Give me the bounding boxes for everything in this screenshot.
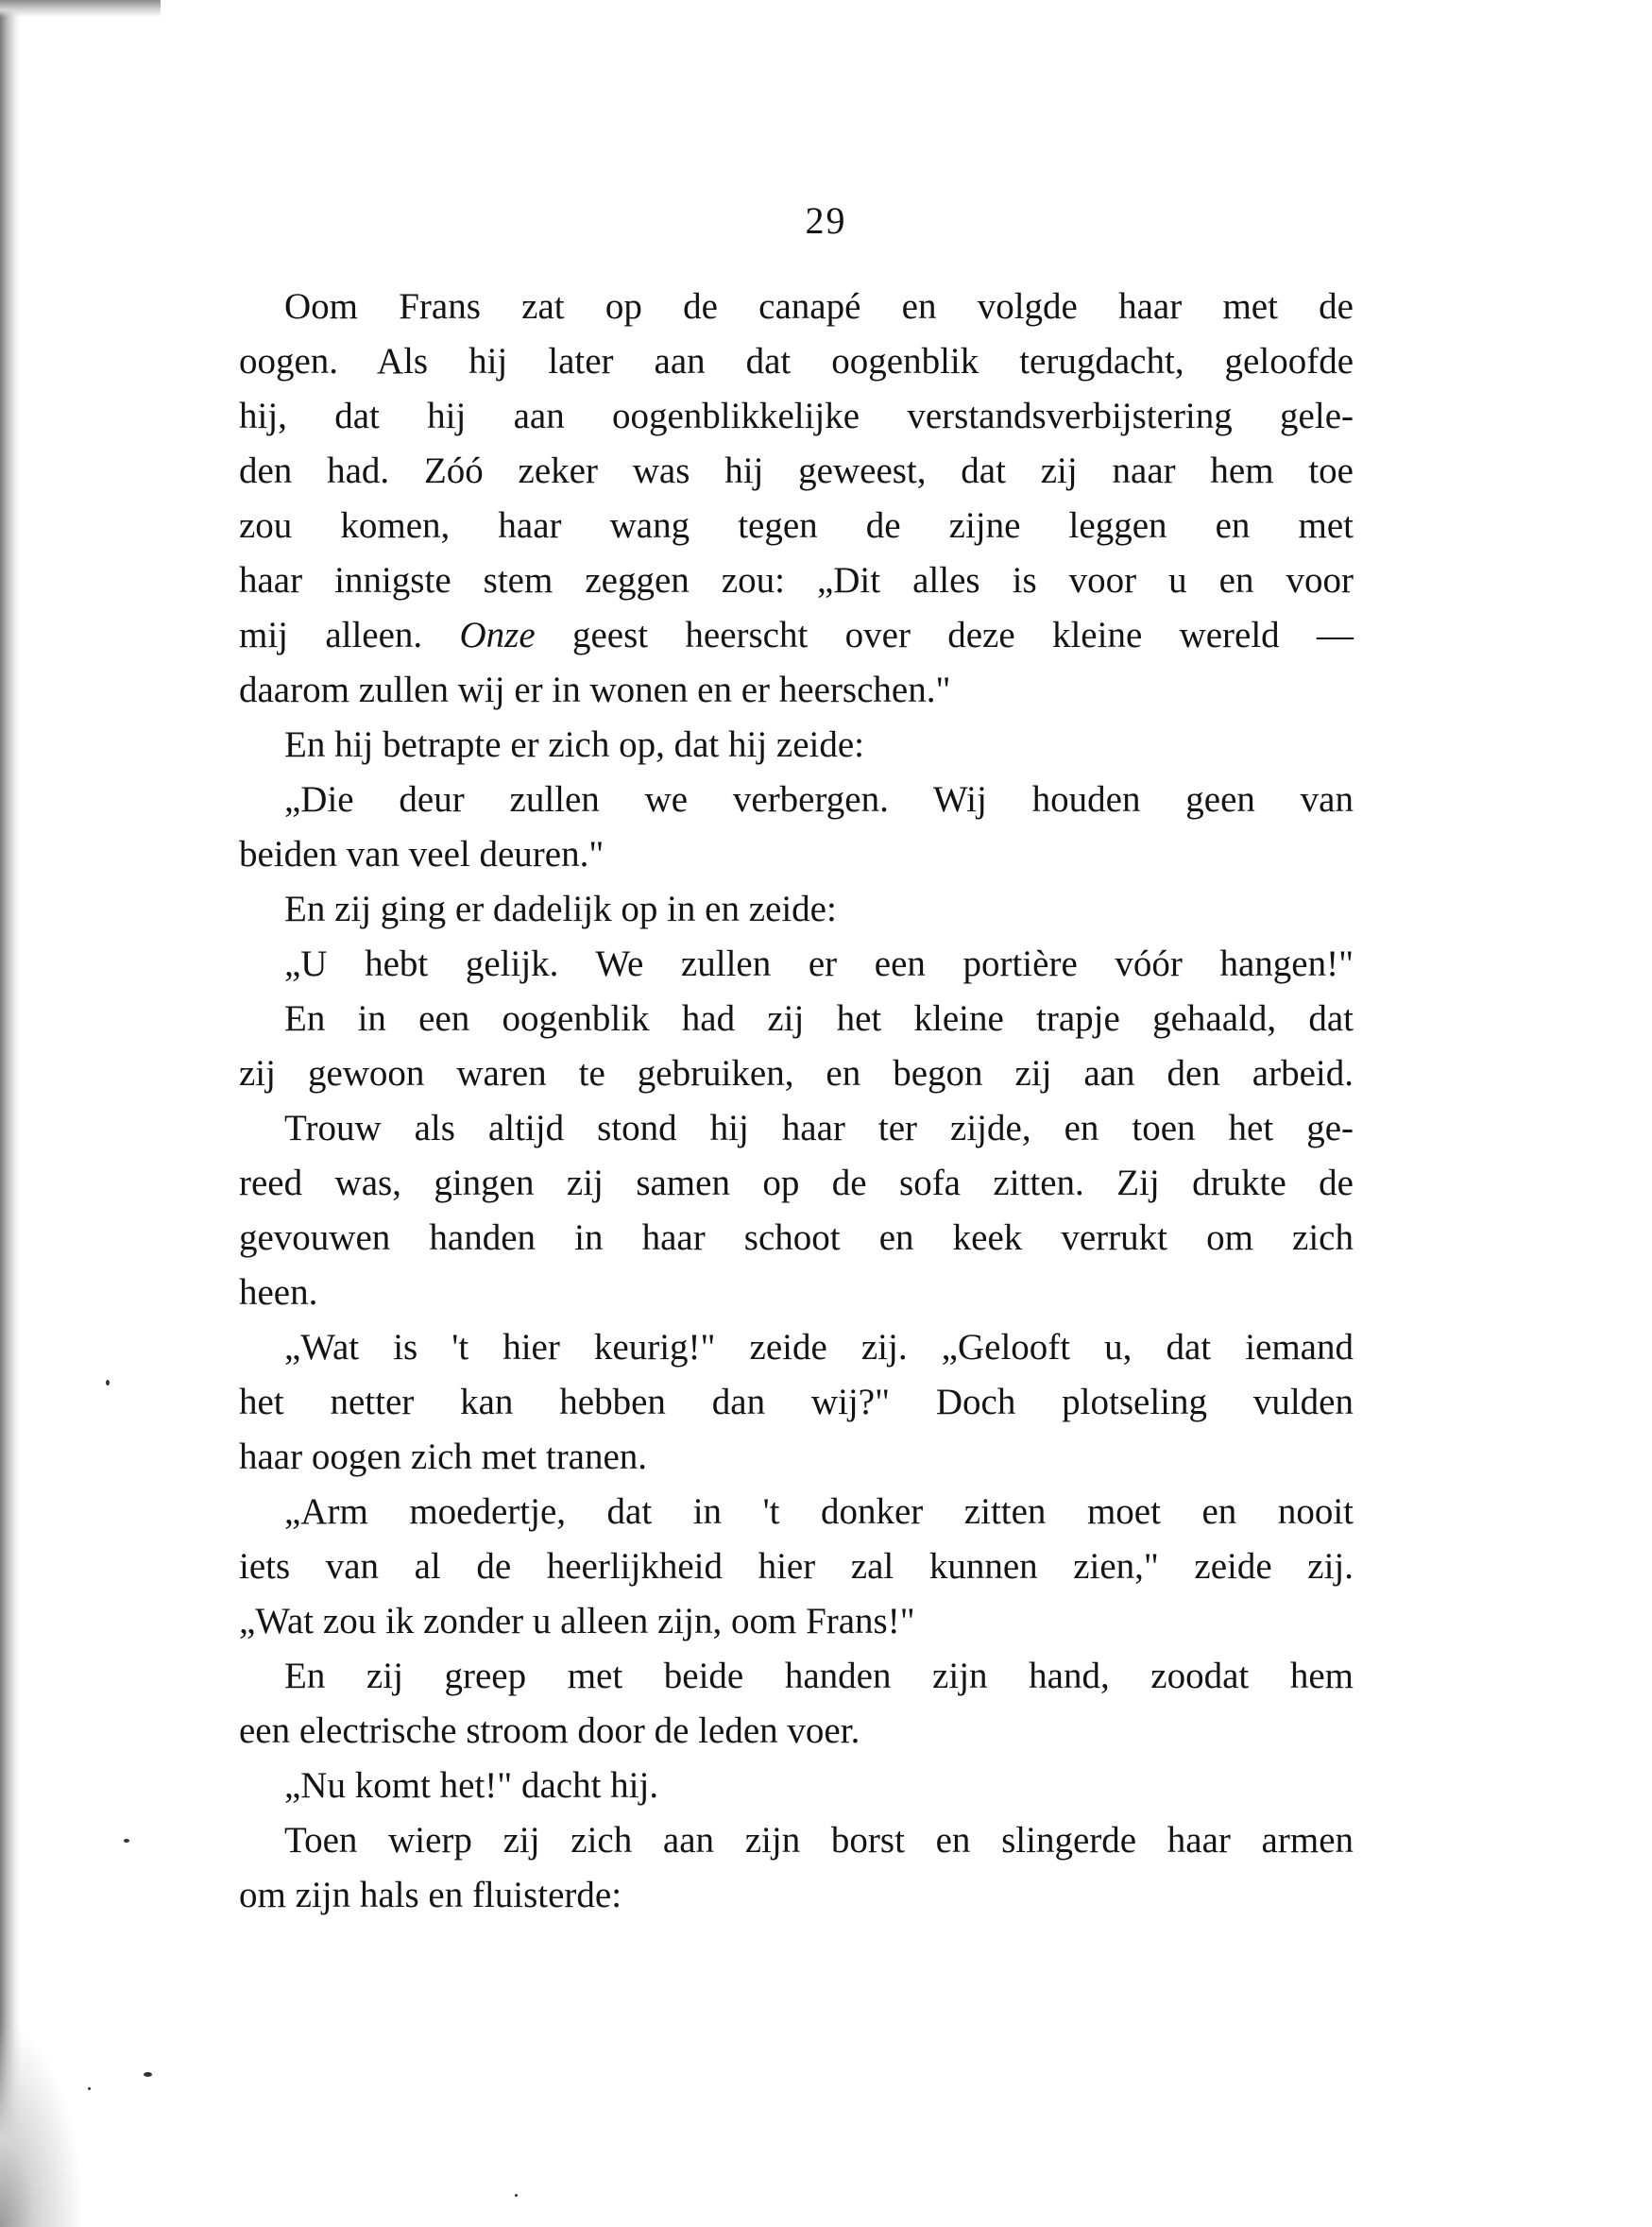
text-line: iets van al de heerlijkheid hier zal kunnen zien," zeide zij. bbox=[239, 1546, 1354, 1587]
text-line: „Nu komt het!" dacht hij. bbox=[284, 1765, 659, 1806]
ink-speck bbox=[88, 2087, 91, 2090]
text-line: En hij betrapte er zich op, dat hij zeide: bbox=[284, 724, 865, 765]
body-text bbox=[239, 280, 1354, 1923]
text-line: „Arm moedertje, dat in 't donker zitten moet en nooit bbox=[284, 1491, 1354, 1532]
text-line: haar oogen zich met tranen. bbox=[239, 1436, 648, 1477]
text-line: reed was, gingen zij samen op de sofa zitten. Zij drukte de bbox=[239, 1163, 1354, 1203]
text-line: Trouw als altijd stond hij haar ter zijde, en toen het ge- bbox=[284, 1108, 1354, 1148]
text-run: geest heerscht over deze kleine wereld — bbox=[535, 615, 1354, 655]
ink-speck bbox=[515, 2194, 518, 2197]
text-line: beiden van veel deuren." bbox=[239, 834, 605, 875]
text-line: „Wat is 't hier keurig!" zeide zij. „Gelooft u, dat iemand bbox=[284, 1327, 1354, 1368]
text-line: het netter kan hebben dan wij?" Doch plotseling vulden bbox=[239, 1382, 1354, 1422]
text-line: daarom zullen wij er in wonen en er heerschen." bbox=[239, 670, 951, 710]
text-line: zou komen, haar wang tegen de zijne leggen en met bbox=[239, 505, 1354, 546]
scan-shadow-bottom bbox=[0, 2019, 85, 2227]
text-line: haar innigste stem zeggen zou: „Dit alles is voor u en voor bbox=[239, 560, 1354, 601]
text-line: „Wat zou ik zonder u alleen zijn, oom Frans!" bbox=[239, 1601, 915, 1641]
text-line: oogen. Als hij later aan dat oogenblik terugdacht, geloofde bbox=[239, 341, 1354, 382]
text-line: heen. bbox=[239, 1272, 318, 1313]
ink-speck bbox=[124, 1839, 129, 1843]
text-line: om zijn hals en fluisterde: bbox=[239, 1875, 622, 1915]
text-line: „Die deur zullen we verbergen. Wij houden geen van bbox=[284, 779, 1354, 820]
text-run: mij alleen. bbox=[239, 615, 460, 655]
text-line: „U hebt gelijk. We zullen er een portière vóór hangen!" bbox=[284, 944, 1354, 984]
scan-shadow-left bbox=[0, 0, 21, 2227]
text-line bbox=[239, 608, 1354, 663]
text-line: En zij ging er dadelijk op in en zeide: bbox=[284, 889, 837, 929]
text-line: En zij greep met beide handen zijn hand, zoodat hem bbox=[284, 1656, 1354, 1696]
text-line: Toen wierp zij zich aan zijn borst en slingerde haar armen bbox=[284, 1820, 1354, 1861]
text-line: den had. Zóó zeker was hij geweest, dat zij naar hem toe bbox=[239, 450, 1354, 491]
text-line: een electrische stroom door de leden voer. bbox=[239, 1710, 860, 1751]
page-number: 29 bbox=[805, 199, 847, 242]
text-line: hij, dat hij aan oogenblikkelijke verstandsverbijstering gele- bbox=[239, 396, 1354, 436]
ink-speck bbox=[144, 2072, 152, 2077]
text-line: Oom Frans zat op de canapé en volgde haar met de bbox=[284, 286, 1354, 327]
text-line: zij gewoon waren te gebruiken, en begon zij aan den arbeid. bbox=[239, 1053, 1354, 1094]
text-line: gevouwen handen in haar schoot en keek verrukt om zich bbox=[239, 1217, 1354, 1258]
ink-speck bbox=[106, 1380, 110, 1386]
emphasized-word: Onze bbox=[459, 615, 536, 655]
scan-shadow-top bbox=[0, 0, 161, 17]
text-line: En in een oogenblik had zij het kleine trapje gehaald, dat bbox=[284, 998, 1354, 1039]
